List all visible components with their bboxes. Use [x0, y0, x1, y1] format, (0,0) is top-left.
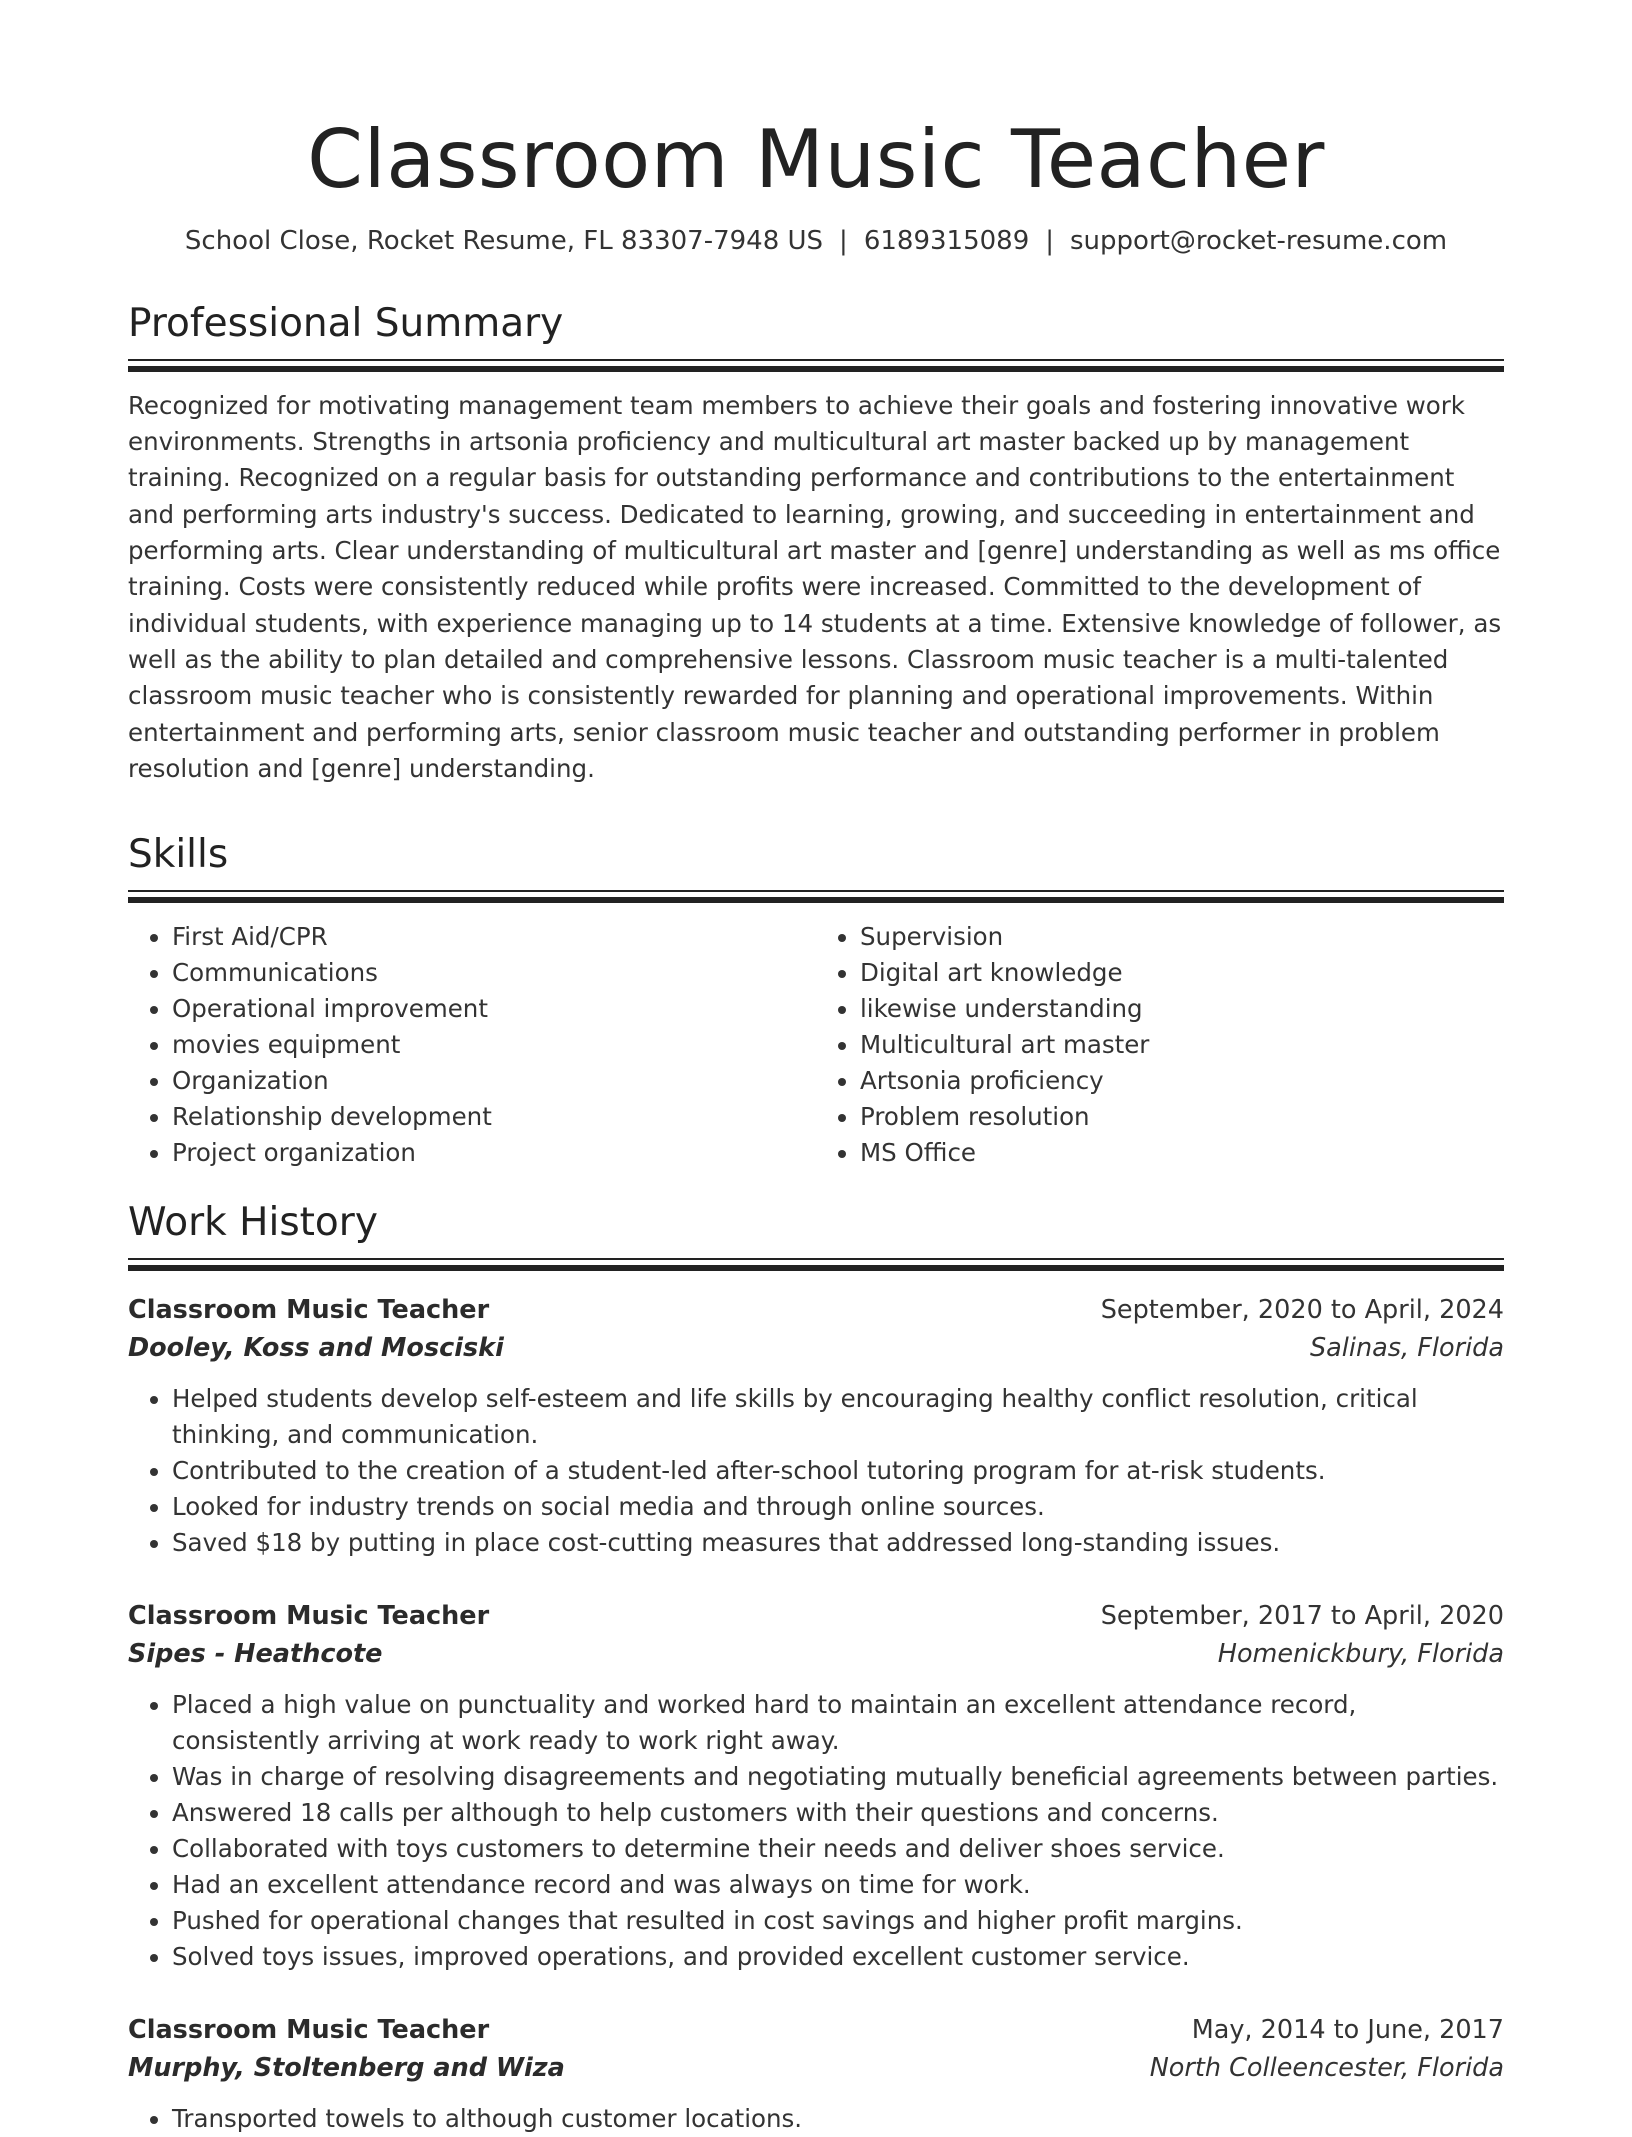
section-title-skills: Skills	[128, 832, 229, 878]
job-title: Classroom Music Teacher	[128, 1600, 490, 1631]
skill-item: • Relationship development	[172, 1099, 816, 1135]
contact-line	[128, 226, 1504, 256]
job-location: North Colleencester, Florida	[1149, 2052, 1504, 2083]
job-dates: September, 2017 to April, 2020	[1100, 1600, 1504, 1631]
job-location: Salinas, Florida	[1309, 1332, 1504, 1363]
skills-list-right	[816, 919, 1504, 1171]
summary-section	[128, 302, 1504, 787]
job-duty: • Had an excellent attendance record and was always on time for work.	[172, 1867, 1504, 1903]
job-subheader-row	[128, 1329, 1504, 1367]
job-duty: • Transported towels to although customer locations.	[172, 2101, 1504, 2137]
skill-item: • Digital art knowledge	[860, 955, 1504, 991]
job-duty: • Collaborated with toys customers to determine their needs and deliver shoes service.	[172, 1831, 1504, 1867]
job-duty: • Was in charge of resolving disagreements and negotiating mutually beneficial agreements between parties.	[172, 1759, 1504, 1795]
job-duty: • Contributed to the creation of a student-led after-school tutoring program for at-risk students.	[172, 1453, 1504, 1489]
skill-item: • First Aid/CPR	[172, 919, 816, 955]
work-history-section	[128, 1201, 1504, 2137]
contact-separator: |	[839, 226, 848, 256]
job-title: Classroom Music Teacher	[128, 2014, 490, 2045]
section-divider	[128, 359, 1504, 372]
skill-item: • Communications	[172, 955, 816, 991]
skill-item: • Artsonia proficiency	[860, 1063, 1504, 1099]
skills-grid	[128, 919, 1504, 1171]
skill-item: • Organization	[172, 1063, 816, 1099]
skill-item: • Supervision	[860, 919, 1504, 955]
job-title: Classroom Music Teacher	[128, 1294, 490, 1325]
job-company: Murphy, Stoltenberg and Wiza	[128, 2052, 565, 2083]
skills-list-left	[128, 919, 816, 1171]
job-duty: • Looked for industry trends on social media and through online sources.	[172, 1489, 1504, 1525]
resume-name: Classroom Music Teacher	[307, 113, 1325, 206]
section-divider	[128, 890, 1504, 903]
job-duties-list	[128, 1687, 1504, 1975]
contact-email: support@rocket-resume.com	[1070, 226, 1448, 256]
job-subheader-row	[128, 1635, 1504, 1673]
job-entry	[128, 1597, 1504, 1975]
job-entry	[128, 2011, 1504, 2137]
section-title-work-history: Work History	[128, 1199, 378, 1245]
job-subheader-row	[128, 2049, 1504, 2087]
job-company: Dooley, Koss and Mosciski	[128, 1332, 504, 1363]
job-company: Sipes - Heathcote	[128, 1638, 383, 1669]
skill-item: • Problem resolution	[860, 1099, 1504, 1135]
job-header-row	[128, 1597, 1504, 1635]
job-duties-list	[128, 1381, 1504, 1561]
skill-item: • MS Office	[860, 1135, 1504, 1171]
contact-address: School Close, Rocket Resume, FL 83307-7948 US	[184, 226, 824, 256]
skill-item: • likewise understanding	[860, 991, 1504, 1027]
job-duty: • Solved toys issues, improved operations, and provided excellent customer service.	[172, 1939, 1504, 1975]
job-header-row	[128, 1291, 1504, 1329]
section-divider	[128, 1258, 1504, 1271]
skill-item: • movies equipment	[172, 1027, 816, 1063]
skill-item: • Multicultural art master	[860, 1027, 1504, 1063]
job-entry	[128, 1291, 1504, 1561]
skill-item: • Project organization	[172, 1135, 816, 1171]
contact-separator: |	[1045, 226, 1054, 256]
job-header-row	[128, 2011, 1504, 2049]
skills-section	[128, 833, 1504, 1171]
summary-text: Recognized for motivating management team members to achieve their goals and fostering innovative work environments. Strengths in artsonia proficiency and multicultural art master backed up by management training. Recognized on a regular basis for outstanding performance and contributions to the entertainment and performing arts industry's success. Dedicated to learning, growing, and succeeding in entertainment and performing arts. Clear understanding of multicultural art master and [genre] understanding as well as ms office training. Costs were consistently reduced while profits were increased. Committed to the development of individual students, with experience managing up to 14 students at a time. Extensive knowledge of follower, as well as the ability to plan detailed and comprehensive lessons. Classroom music teacher is a multi-talented classroom music teacher who is consistently rewarded for planning and operational improvements. Within entertainment and performing arts, senior classroom music teacher and outstanding performer in problem resolution and [genre] understanding.	[128, 390, 1502, 783]
job-duty: • Placed a high value on punctuality and worked hard to maintain an excellent attendance record, consistently arriving at work ready to work right away.	[172, 1687, 1504, 1759]
job-duty: • Answered 18 calls per although to help customers with their questions and concerns.	[172, 1795, 1504, 1831]
contact-phone: 6189315089	[863, 226, 1030, 256]
section-title-summary: Professional Summary	[128, 301, 564, 346]
job-duty: • Saved $18 by putting in place cost-cutting measures that addressed long-standing issues.	[172, 1525, 1504, 1561]
skill-item: • Operational improvement	[172, 991, 816, 1027]
job-dates: May, 2014 to June, 2017	[1191, 2014, 1504, 2045]
job-location: Homenickbury, Florida	[1217, 1638, 1504, 1669]
job-duties-list	[128, 2101, 1504, 2137]
job-duty: • Helped students develop self-esteem and life skills by encouraging healthy conflict resolution, critical thinking, and communication.	[172, 1381, 1504, 1453]
job-duty: • Pushed for operational changes that resulted in cost savings and higher profit margins.	[172, 1903, 1504, 1939]
job-dates: September, 2020 to April, 2024	[1100, 1294, 1504, 1325]
